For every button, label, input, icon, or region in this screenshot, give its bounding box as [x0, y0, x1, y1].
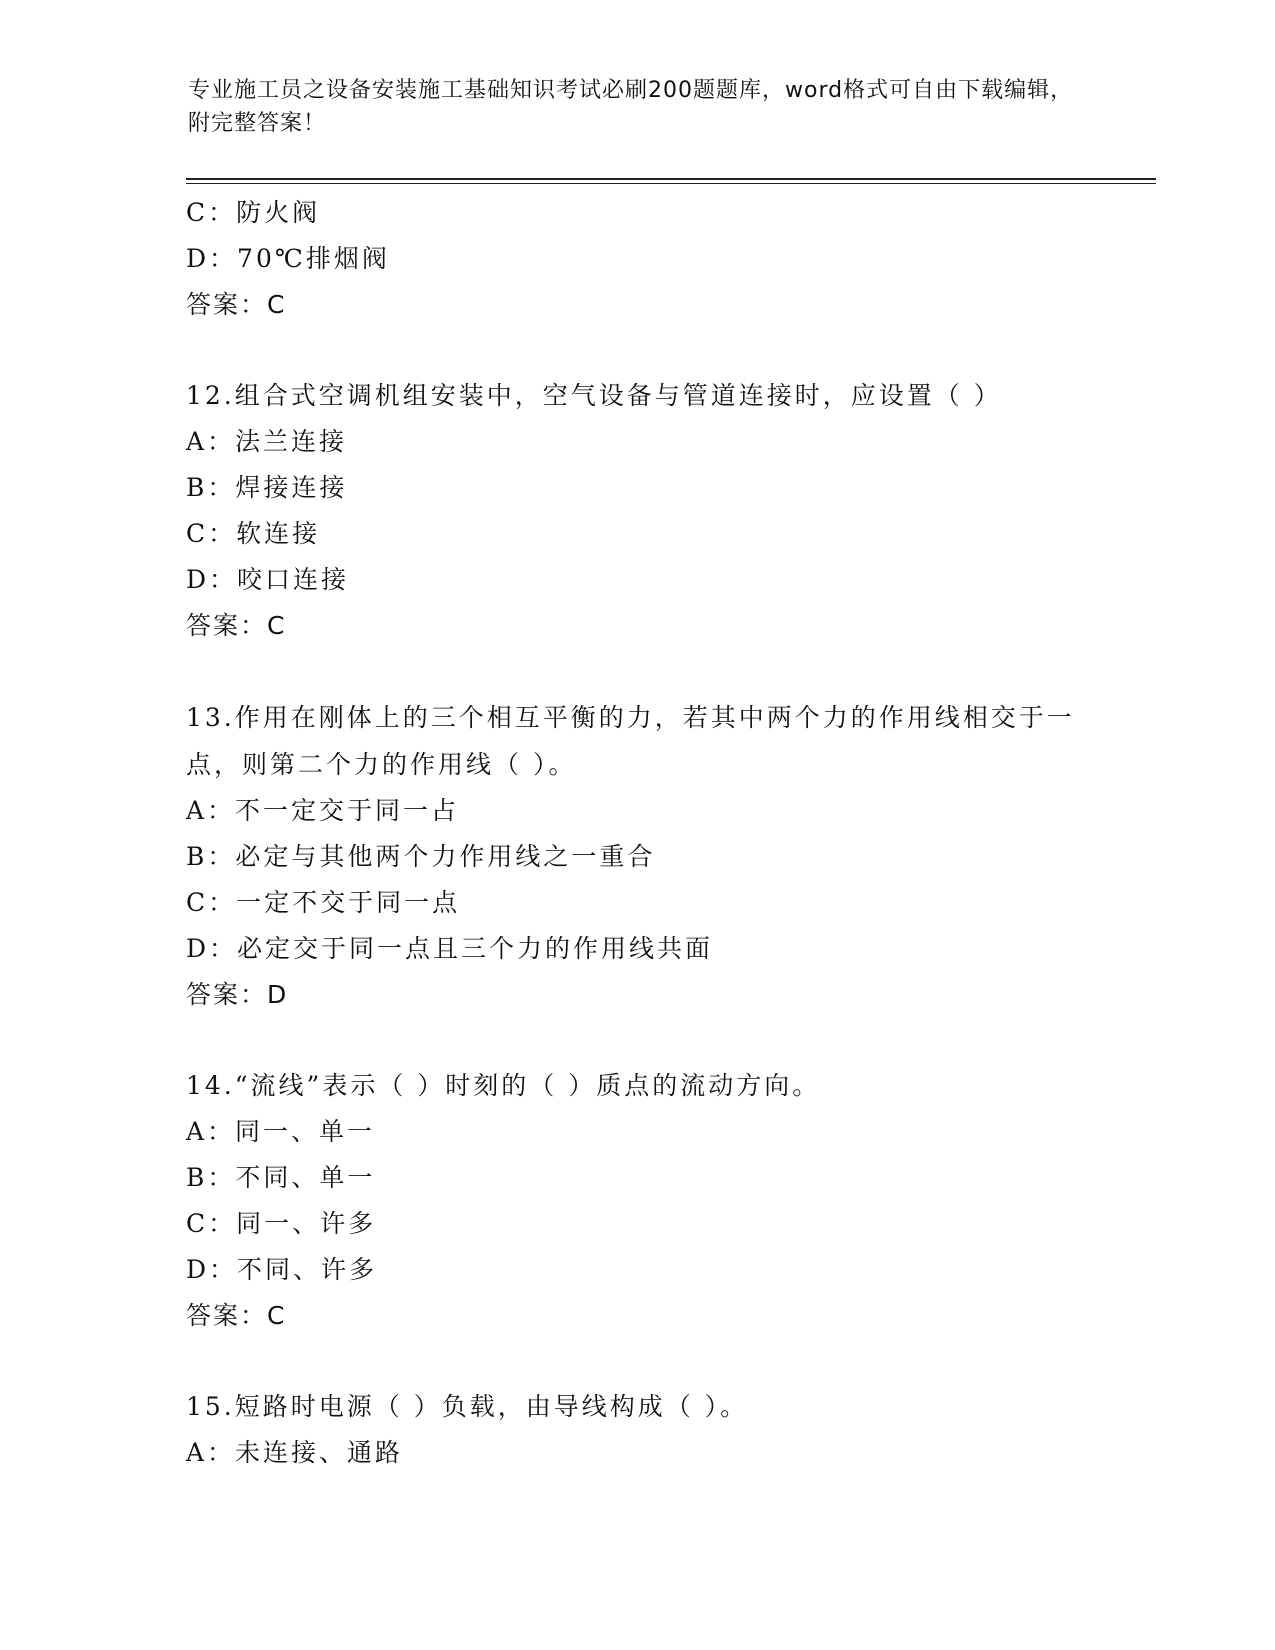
header-divider	[186, 178, 1156, 180]
question-stem: 15.短路时电源（ ）负载，由导线构成（ ）。	[186, 1392, 749, 1421]
question-stem: 12.组合式空调机组安装中，空气设备与管道连接时，应设置（ ）	[186, 381, 1002, 410]
option-item: D：必定交于同一点且三个力的作用线共面	[186, 934, 714, 963]
question-stem: 14.“流线”表示（ ）时刻的（ ）质点的流动方向。	[186, 1071, 821, 1100]
option-item: A：未连接、通路	[186, 1438, 404, 1467]
question-stem: 13.作用在刚体上的三个相互平衡的力，若其中两个力的作用线相交于一点，则第二个力的作用线（ ）。	[186, 703, 1075, 779]
option-item: C：软连接	[186, 519, 321, 548]
answer-line: 答案：C	[186, 290, 287, 319]
answer-line: 答案：C	[186, 611, 287, 640]
option-item: B：不同、单一	[186, 1163, 376, 1192]
question-list	[186, 190, 1106, 1476]
option-item: A：不一定交于同一占	[186, 796, 460, 825]
option-item: B：焊接连接	[186, 473, 348, 502]
option-item: C：防火阀	[186, 198, 321, 227]
option-item: D：70℃排烟阀	[186, 244, 390, 273]
answer-line: 答案：C	[186, 1301, 287, 1330]
option-item: D：咬口连接	[186, 565, 350, 594]
option-item: D：不同、许多	[186, 1255, 378, 1284]
document-header: 专业施工员之设备安装施工基础知识考试必刷200题题库，word格式可自由下载编辑，附完整答案！	[188, 78, 1074, 136]
option-item: B：必定与其他两个力作用线之一重合	[186, 842, 656, 871]
option-item: C：同一、许多	[186, 1209, 377, 1238]
option-item: A：同一、单一	[186, 1117, 376, 1146]
option-item: C：一定不交于同一点	[186, 888, 461, 917]
header-divider-thin	[186, 183, 1156, 184]
answer-line: 答案：D	[186, 980, 289, 1009]
option-item: A：法兰连接	[186, 427, 348, 456]
